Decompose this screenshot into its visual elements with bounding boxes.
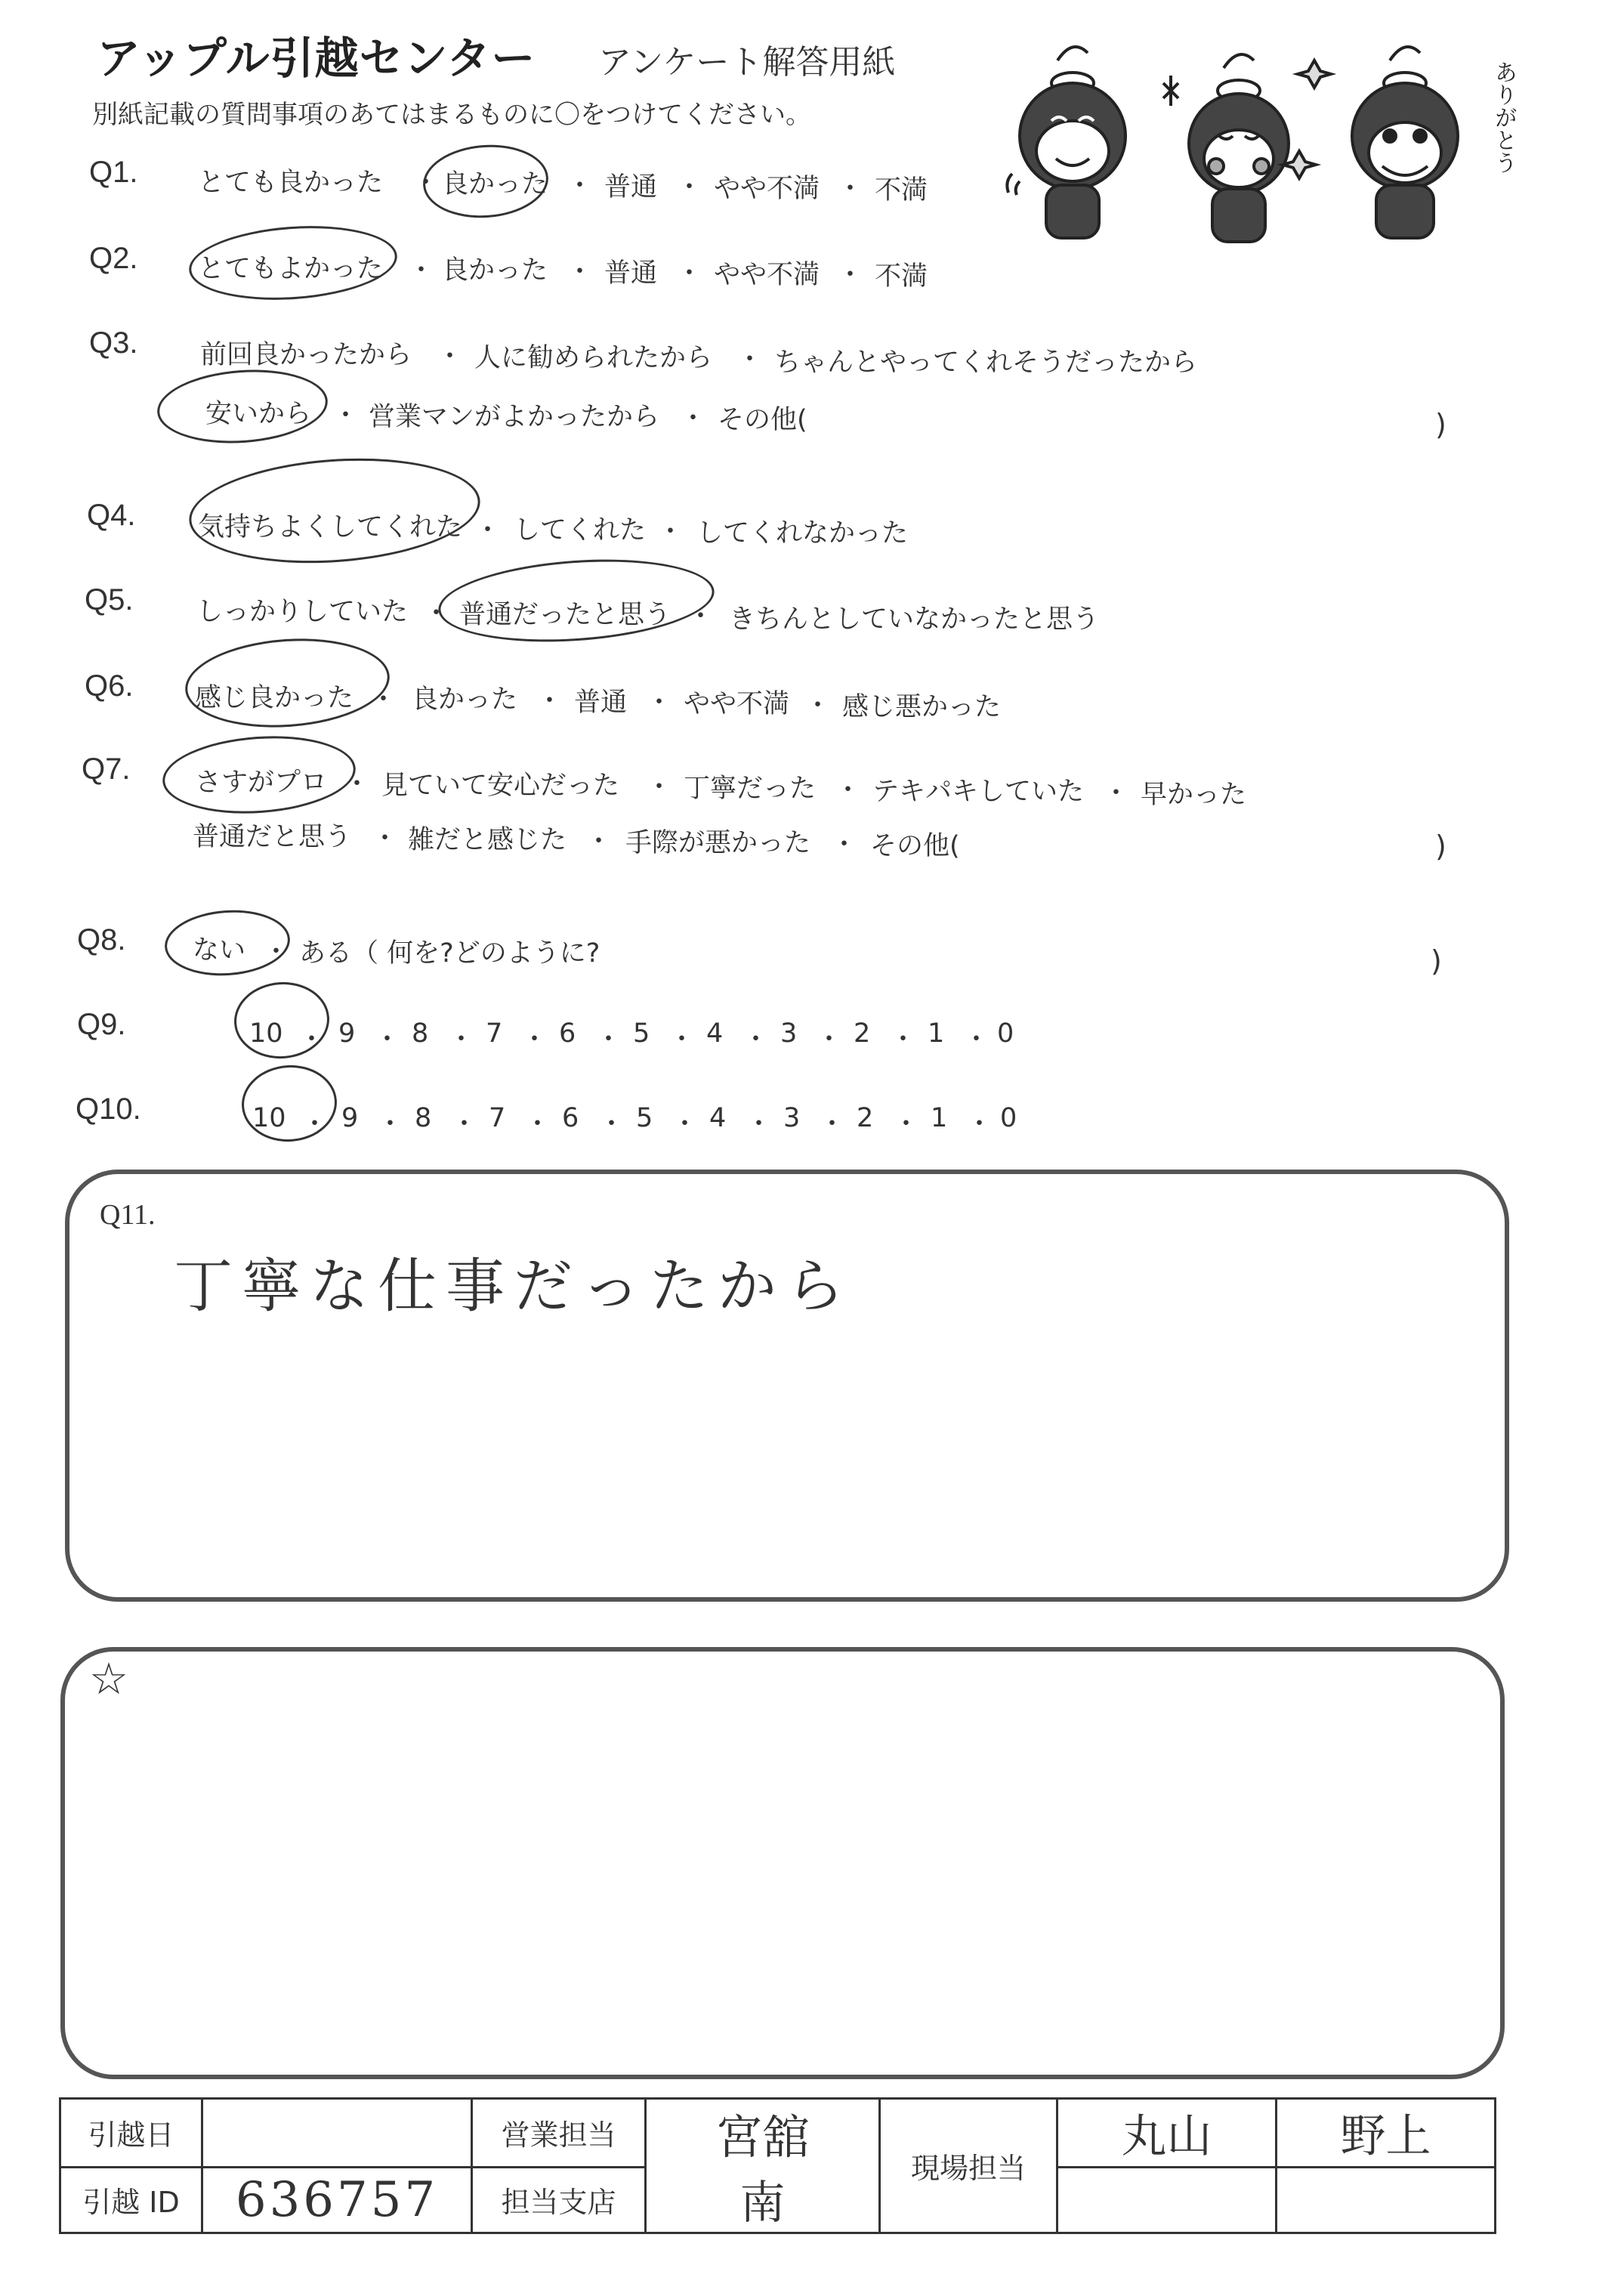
separator: ・ (301, 1109, 329, 1139)
separator: ・ (451, 1109, 478, 1139)
q9-score-9[interactable]: 9 (338, 1018, 356, 1049)
q6-label: Q6. (85, 669, 134, 703)
q4-option-3[interactable]: してくれなかった (696, 518, 909, 549)
form-title: アンケート解答用紙 (598, 43, 896, 82)
q4-option-2[interactable]: してくれた (514, 515, 647, 545)
separator: ・ (816, 1024, 843, 1055)
q9-score-0[interactable]: 0 (997, 1018, 1014, 1049)
q6-option-5[interactable]: 感じ悪かった (842, 692, 1002, 722)
q9-score-10[interactable]: 10 (249, 1018, 283, 1049)
separator: ・ (370, 685, 397, 715)
q6-option-4[interactable]: やや不満 (684, 689, 790, 719)
separator: ・ (567, 171, 594, 201)
separator: ・ (374, 1024, 401, 1055)
separator: ・ (423, 598, 450, 629)
q8-option-none[interactable]: ない (193, 935, 246, 966)
separator: ・ (890, 1024, 917, 1055)
sales-staff-value[interactable]: 宮舘 (646, 2099, 880, 2168)
site-staff-extra-1[interactable] (1057, 2167, 1277, 2233)
separator: ・ (743, 1024, 770, 1055)
separator: ・ (332, 400, 360, 431)
q9-score-8[interactable]: 8 (412, 1018, 429, 1049)
sales-staff-label: 営業担当 (472, 2099, 646, 2168)
q10-score-0[interactable]: 0 (1000, 1103, 1017, 1133)
q9-score-6[interactable]: 6 (559, 1018, 576, 1049)
q3-option-1[interactable]: 前回良かったから (200, 340, 412, 370)
separator: ・ (1103, 778, 1130, 808)
q7-label: Q7. (82, 752, 131, 786)
separator: ・ (687, 601, 715, 632)
separator: ・ (408, 255, 435, 286)
q2-option-3[interactable]: 普通 (604, 258, 658, 289)
site-staff-label: 現場担当 (880, 2099, 1057, 2233)
move-id-label: 引越 ID (60, 2167, 202, 2233)
q10-score-10[interactable]: 10 (252, 1103, 286, 1133)
q3-close-paren: ) (1435, 408, 1446, 441)
q7-option-6[interactable]: 普通だと思う (193, 822, 352, 852)
separator: ・ (344, 769, 371, 799)
separator: ・ (657, 517, 684, 547)
q7-option-1[interactable]: さすがプロ (195, 768, 328, 798)
move-date-label: 引越日 (60, 2099, 202, 2168)
q10-score-2[interactable]: 2 (857, 1103, 874, 1133)
q8-close-paren: ) (1431, 944, 1442, 978)
q5-option-2[interactable]: 普通だったと思う (459, 600, 672, 630)
q9-label: Q9. (77, 1008, 126, 1041)
q10-score-5[interactable]: 5 (636, 1103, 653, 1133)
separator: ・ (893, 1109, 920, 1139)
q10-label: Q10. (76, 1092, 141, 1126)
separator: ・ (646, 772, 673, 802)
q3-option-3[interactable]: ちゃんとやってくれそうだったから (774, 348, 1198, 378)
separator: ・ (676, 258, 703, 289)
q5-option-1[interactable]: しっかりしていた (196, 597, 409, 627)
q4-label: Q4. (87, 499, 136, 532)
q9-score-7[interactable]: 7 (486, 1018, 503, 1049)
q1-option-3[interactable]: 普通 (604, 172, 658, 202)
q1-label: Q1. (89, 156, 138, 189)
instruction-text: 別紙記載の質問事項のあてはまるものに〇をつけてください。 (92, 100, 811, 130)
q10-score-4[interactable]: 4 (709, 1103, 727, 1133)
q9-score-4[interactable]: 4 (706, 1018, 724, 1049)
q10-score-3[interactable]: 3 (783, 1103, 801, 1133)
q8-label: Q8. (77, 923, 126, 956)
q10-score-9[interactable]: 9 (341, 1103, 359, 1133)
q3-option-other[interactable]: その他( (718, 405, 807, 435)
separator: ・ (263, 937, 290, 967)
separator: ・ (585, 827, 613, 857)
q7-option-4[interactable]: テキパキしていた (872, 777, 1085, 807)
separator: ・ (377, 1109, 404, 1139)
q3-label: Q3. (89, 326, 138, 360)
separator: ・ (966, 1109, 993, 1139)
move-date-value[interactable] (202, 2099, 472, 2168)
q10-score-6[interactable]: 6 (562, 1103, 579, 1133)
separator: ・ (412, 168, 440, 198)
q2-label: Q2. (89, 242, 138, 275)
separator: ・ (595, 1024, 622, 1055)
move-id-value[interactable]: 636757 (202, 2167, 472, 2233)
separator: ・ (804, 691, 832, 721)
q9-score-3[interactable]: 3 (780, 1018, 798, 1049)
branch-value[interactable]: 南 (646, 2167, 880, 2233)
q5-label: Q5. (85, 583, 134, 617)
q7-option-other[interactable]: その他( (870, 831, 960, 861)
q7-option-5[interactable]: 早かった (1141, 780, 1247, 810)
separator: ・ (819, 1109, 846, 1139)
separator: ・ (521, 1024, 548, 1055)
q2-option-1[interactable]: とてもよかった (198, 254, 384, 284)
company-name: アップル引越センター (97, 32, 536, 84)
q3-option-4[interactable]: 安いから (205, 399, 312, 429)
site-staff-extra-2[interactable] (1277, 2167, 1496, 2233)
q7-option-2[interactable]: 見ていて安心だった (381, 771, 620, 801)
staff-info-table (59, 2097, 1496, 2234)
q9-score-1[interactable]: 1 (928, 1018, 945, 1049)
separator: ・ (448, 1024, 475, 1055)
separator: ・ (963, 1024, 990, 1055)
separator: ・ (676, 172, 703, 202)
site-staff-2[interactable]: 野上 (1277, 2099, 1496, 2168)
separator: ・ (746, 1109, 773, 1139)
separator: ・ (837, 174, 864, 204)
separator: ・ (837, 260, 864, 290)
q9-score-2[interactable]: 2 (854, 1018, 871, 1049)
q9-score-5[interactable]: 5 (633, 1018, 650, 1049)
q1-option-2[interactable]: 良かった (442, 169, 548, 199)
monkey-mascots-illustration (997, 30, 1526, 249)
separator: ・ (298, 1024, 326, 1055)
q7-close-paren: ) (1435, 830, 1446, 863)
separator: ・ (668, 1024, 696, 1055)
separator: ・ (524, 1109, 551, 1139)
separator: ・ (437, 341, 464, 372)
separator: ・ (831, 830, 858, 860)
q11-label: Q11. (100, 1199, 156, 1231)
separator: ・ (598, 1109, 625, 1139)
q4-option-1[interactable]: 気持ちよくしてくれた (198, 512, 463, 542)
star-icon: ☆ (89, 1653, 128, 1704)
separator: ・ (672, 1109, 699, 1139)
site-staff-1[interactable]: 丸山 (1057, 2099, 1277, 2168)
branch-label: 担当支店 (472, 2167, 646, 2233)
q7-option-3[interactable]: 丁寧だった (684, 774, 817, 804)
q6-option-1[interactable]: 感じ良かった (195, 683, 354, 713)
q1-option-5[interactable]: 不満 (875, 175, 928, 206)
extra-comment-box[interactable] (60, 1647, 1505, 2079)
separator: ・ (736, 345, 764, 375)
separator: ・ (474, 515, 502, 545)
separator: ・ (567, 257, 594, 287)
q11-comment-box[interactable] (65, 1170, 1509, 1602)
q7-option-7[interactable]: 雑だと感じた (408, 825, 567, 855)
q5-option-3[interactable]: きちんとしていなかったと思う (729, 604, 1100, 635)
q10-score-7[interactable]: 7 (489, 1103, 506, 1133)
q6-option-2[interactable]: 良かった (412, 685, 518, 715)
q3-option-2[interactable]: 人に勧められたから (474, 343, 713, 373)
q2-option-5[interactable]: 不満 (875, 261, 928, 292)
monkey-mascots-icon (997, 30, 1526, 249)
q2-option-2[interactable]: 良かった (442, 255, 548, 286)
separator: ・ (372, 824, 399, 854)
q6-option-3[interactable]: 普通 (574, 688, 628, 718)
q10-score-8[interactable]: 8 (415, 1103, 432, 1133)
separator: ・ (680, 403, 707, 434)
q7-option-8[interactable]: 手際が悪かった (625, 828, 811, 858)
q1-option-1[interactable]: とても良かった (198, 168, 384, 198)
q1-option-4[interactable]: やや不満 (714, 174, 820, 204)
q8-option-some[interactable]: ある（ 何を?どのように? (299, 938, 601, 969)
separator: ・ (835, 775, 862, 805)
q2-option-4[interactable]: やや不満 (714, 260, 820, 290)
mascot-caption: ありがとう (1490, 60, 1517, 174)
separator: ・ (646, 688, 673, 718)
separator: ・ (536, 686, 563, 716)
q10-score-1[interactable]: 1 (931, 1103, 948, 1133)
q3-option-5[interactable]: 営業マンがよかったから (369, 402, 660, 432)
q11-handwritten-answer: 丁寧な仕事だったから (174, 1253, 854, 1321)
